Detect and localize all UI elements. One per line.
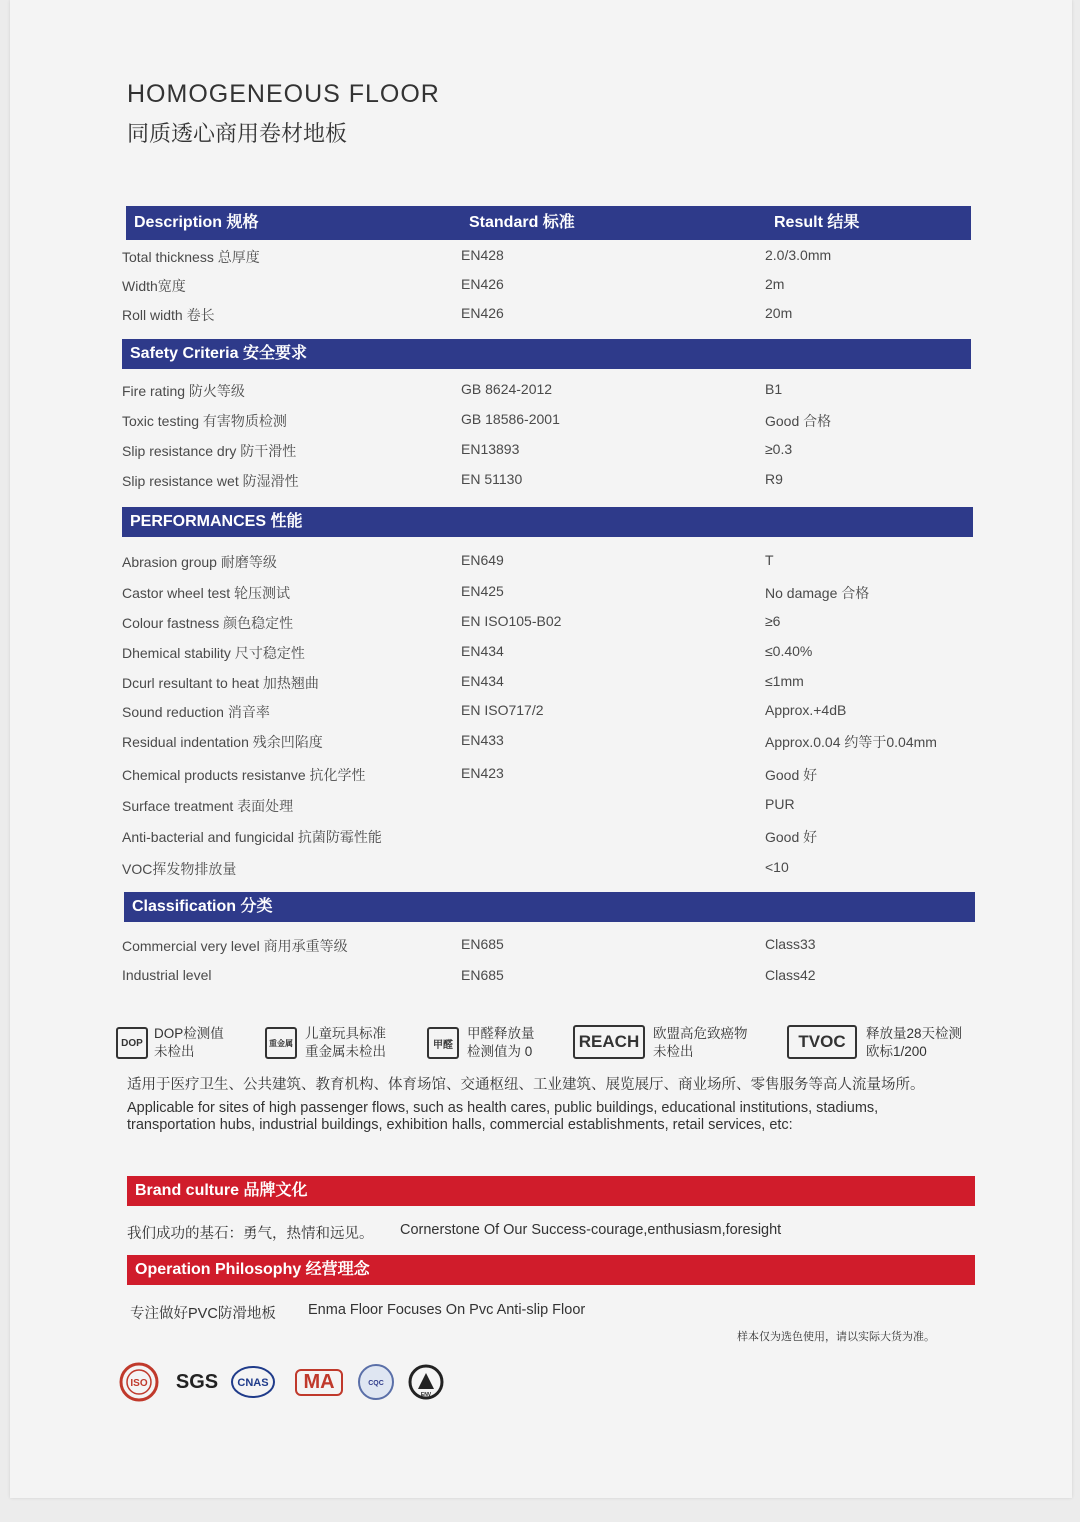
- cert-tvoc: TVOC 释放量28天检测 欧标1/200: [787, 1025, 977, 1065]
- table-row: Colour fastness 颜色稳定性 EN ISO105-B02 ≥6: [122, 613, 781, 631]
- brand-culture-header: Brand culture 品牌文化: [127, 1176, 975, 1206]
- table-row: Chemical products resistanve 抗化学性 EN423 Good 好: [122, 765, 818, 783]
- brochure-page: [10, 0, 1072, 1498]
- environment-logo: [404, 1362, 448, 1402]
- philosophy-text-en: Enma Floor Focuses On Pvc Anti-slip Floor: [308, 1302, 586, 1318]
- table-row: Roll width 卷长 EN426 20m: [122, 305, 793, 323]
- svg-text:CNAS: CNAS: [237, 1377, 269, 1389]
- table-row: Commercial very level 商用承重等级 EN685 Class33: [122, 936, 816, 954]
- svg-text:CQC: CQC: [368, 1380, 384, 1387]
- page-title: HOMOGENEOUS FLOOR: [127, 80, 440, 108]
- ma-logo: MA: [287, 1362, 351, 1402]
- cnas-logo: [228, 1362, 278, 1402]
- performances-section-header: PERFORMANCES 性能: [122, 507, 973, 537]
- table-row: Industrial level EN685 Class42: [122, 967, 816, 983]
- svg-text:ISO: ISO: [130, 1378, 148, 1389]
- operation-philosophy-header: Operation Philosophy 经营理念: [127, 1255, 975, 1285]
- iso-logo: [118, 1362, 160, 1402]
- classification-section-header: Classification 分类: [124, 892, 975, 922]
- table-row: VOC挥发物排放量 <10: [122, 859, 789, 877]
- table-row: Fire rating 防火等级 GB 8624-2012 B1: [122, 381, 783, 399]
- table-row: Castor wheel test 轮压测试 EN425 No damage 合格: [122, 583, 870, 601]
- table-row: Surface treatment 表面处理 PUR: [122, 796, 795, 814]
- cqc-logo: [354, 1362, 398, 1402]
- table-row: Slip resistance wet 防湿滑性 EN 51130 R9: [122, 471, 783, 489]
- sgs-logo: SGS: [175, 1370, 219, 1393]
- reach-icon: REACH: [573, 1025, 645, 1059]
- page-subtitle: 同质透心商用卷材地板: [127, 121, 348, 146]
- cert-heavy-metal: 重金属 儿童玩具标准 重金属未检出: [265, 1025, 425, 1065]
- svg-text:ENV: ENV: [420, 1392, 432, 1398]
- col-result: Result 结果: [774, 214, 860, 231]
- cert-formaldehyde: 甲醛 甲醛释放量 检测值为 0: [427, 1025, 577, 1065]
- applicable-cn: 适用于医疗卫生、公共建筑、教育机构、体育场馆、交通枢纽、工业建筑、展览展厅、商业场所、零售服务等高人流量场所。: [127, 1077, 925, 1093]
- philosophy-text-cn: 专注做好PVC防滑地板: [130, 1306, 276, 1322]
- col-description: Description 规格: [134, 214, 259, 231]
- tvoc-icon: TVOC: [787, 1025, 857, 1059]
- table-row: Total thickness 总厚度 EN428 2.0/3.0mm: [122, 247, 832, 265]
- table-row: Sound reduction 消音率 EN ISO717/2 Approx.+4dB: [122, 702, 847, 720]
- brand-text-en: Cornerstone Of Our Success-courage,enthusiasm,foresight: [400, 1222, 782, 1238]
- heavy-metal-icon: 重金属: [265, 1027, 297, 1059]
- applicable-en-line1: Applicable for sites of high passenger flows, such as health cares, public buildings, educational institutions, stadiums,: [127, 1100, 879, 1116]
- table-row: Toxic testing 有害物质检测 GB 18586-2001 Good 合格: [122, 411, 832, 429]
- table-row: Dcurl resultant to heat 加热翘曲 EN434 ≤1mm: [122, 673, 804, 691]
- cert-dop: DOP DOP检测值 未检出: [116, 1025, 266, 1065]
- table-row: Abrasion group 耐磨等级 EN649 T: [122, 552, 774, 570]
- cert-reach: REACH 欧盟高危致癌物 未检出: [573, 1025, 783, 1065]
- col-standard: Standard 标准: [469, 214, 575, 231]
- table-row: Anti-bacterial and fungicidal 抗菌防霉性能 Good 好: [122, 829, 818, 845]
- dop-icon: DOP: [116, 1027, 148, 1059]
- applicable-en-line2: transportation hubs, industrial buildings, exhibition halls, commercial establishments, retail services, etc:: [127, 1117, 793, 1133]
- table-row: Width宽度 EN426 2m: [122, 276, 785, 294]
- table-header: [126, 206, 971, 240]
- table-row: Slip resistance dry 防干滑性 EN13893 ≥0.3: [122, 441, 793, 459]
- formaldehyde-icon: 甲醛: [427, 1027, 459, 1059]
- safety-section-header: Safety Criteria 安全要求: [122, 339, 971, 369]
- sample-note: 样本仅为选色使用，请以实际大货为准。: [737, 1331, 935, 1343]
- table-row: Residual indentation 残余凹陷度 EN433 Approx.0.04 约等于0.04mm: [122, 732, 937, 750]
- brand-text-cn: 我们成功的基石：勇气，热情和远见。: [127, 1226, 374, 1242]
- table-row: Dhemical stability 尺寸稳定性 EN434 ≤0.40%: [122, 643, 813, 661]
